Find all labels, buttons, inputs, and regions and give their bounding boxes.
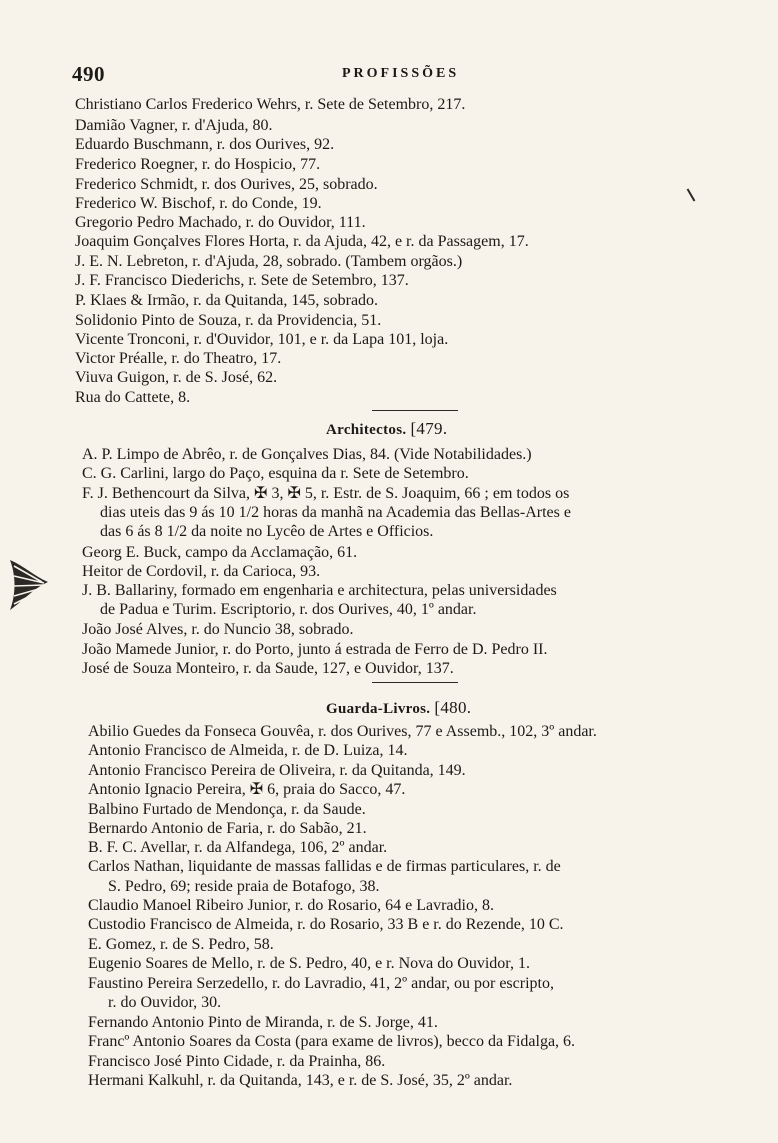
- list-item: Abilio Guedes da Fonseca Gouvêa, r. dos Ourives, 77 e Assemb., 102, 3º andar.: [88, 723, 597, 740]
- list-item: de Padua e Turim. Escriptorio, r. dos Ourives, 40, 1º andar.: [100, 601, 477, 618]
- list-item: A. P. Limpo de Abrêo, r. de Gonçalves Dias, 84. (Vide Notabilidades.): [82, 446, 532, 463]
- list-item: Heitor de Cordovil, r. da Carioca, 93.: [82, 563, 321, 580]
- list-item: Frederico W. Bischof, r. do Conde, 19.: [75, 195, 322, 212]
- list-item: Custodio Francisco de Almeida, r. do Rosario, 33 B e r. do Rezende, 10 C.: [88, 916, 564, 933]
- list-item: Victor Préalle, r. do Theatro, 17.: [75, 350, 282, 367]
- section-heading: [326, 419, 447, 439]
- list-item: Vicente Tronconi, r. d'Ouvidor, 101, e r. da Lapa 101, loja.: [75, 331, 449, 348]
- list-item: S. Pedro, 69; reside praia de Botafogo, 38.: [108, 878, 380, 895]
- section-title: Architectos.: [326, 422, 407, 438]
- list-item: Faustino Pereira Serzedello, r. do Lavradio, 41, 2º andar, ou por escripto,: [88, 975, 554, 992]
- list-item: Bernardo Antonio de Faria, r. do Sabão, 21.: [88, 820, 367, 837]
- list-item: Frederico Schmidt, r. dos Ourives, 25, sobrado.: [75, 176, 378, 193]
- list-item: r. do Ouvidor, 30.: [108, 994, 222, 1011]
- section-number: [479.: [410, 419, 448, 438]
- list-item: das 6 ás 8 1/2 da noite no Lycêo de Artes e Officios.: [100, 523, 434, 540]
- list-item: Antonio Francisco de Almeida, r. de D. Luiza, 14.: [88, 742, 408, 759]
- list-item: Fernando Antonio Pinto de Miranda, r. de S. Jorge, 41.: [88, 1014, 438, 1031]
- section-rule: [372, 682, 458, 683]
- list-item: Carlos Nathan, liquidante de massas fallidas e de firmas particulares, r. de: [88, 858, 561, 875]
- page-header: [72, 62, 722, 88]
- list-item: Joaquim Gonçalves Flores Horta, r. da Ajuda, 42, e r. da Passagem, 17.: [75, 233, 529, 250]
- section-number: [480.: [434, 698, 472, 717]
- section-rule: [372, 410, 458, 411]
- list-item: Antonio Francisco Pereira de Oliveira, r. da Quitanda, 149.: [88, 762, 466, 779]
- list-item: Rua do Cattete, 8.: [75, 389, 191, 406]
- list-item: Gregorio Pedro Machado, r. do Ouvidor, 111.: [75, 214, 366, 231]
- list-item: Viuva Guigon, r. de S. José, 62.: [75, 369, 278, 386]
- list-item: F. J. Bethencourt da Silva, ✠ 3, ✠ 5, r. Estr. de S. Joaquim, 66 ; em todos os: [82, 485, 570, 502]
- list-item: Hermani Kalkuhl, r. da Quitanda, 143, e r. de S. José, 35, 2º andar.: [88, 1072, 513, 1089]
- list-item: Georg E. Buck, campo da Acclamação, 61.: [82, 544, 358, 561]
- margin-ornament-icon: [4, 552, 54, 623]
- list-item: J. F. Francisco Diederichs, r. Sete de Setembro, 137.: [75, 272, 409, 289]
- list-item: Eduardo Buschmann, r. dos Ourives, 92.: [75, 136, 335, 153]
- list-item: Francº Antonio Soares da Costa (para exame de livros), becco da Fidalga, 6.: [88, 1033, 576, 1050]
- list-item: Solidonio Pinto de Souza, r. da Providencia, 51.: [75, 312, 382, 329]
- page-number: 490: [72, 62, 105, 86]
- list-item: E. Gomez, r. de S. Pedro, 58.: [88, 936, 274, 953]
- page-title: PROFISSÕES: [342, 66, 460, 81]
- list-item: J. E. N. Lebreton, r. d'Ajuda, 28, sobrado. (Tambem orgãos.): [75, 253, 463, 270]
- section-title: Guarda-Livros.: [326, 701, 431, 717]
- list-item: Frederico Roegner, r. do Hospicio, 77.: [75, 156, 321, 173]
- list-item: Damião Vagner, r. d'Ajuda, 80.: [75, 117, 273, 134]
- list-item: Eugenio Soares de Mello, r. de S. Pedro, 40, e r. Nova do Ouvidor, 1.: [88, 955, 530, 972]
- list-item: João José Alves, r. do Nuncio 38, sobrado.: [82, 621, 354, 638]
- section-heading: [326, 698, 471, 718]
- list-item: Balbino Furtado de Mendonça, r. da Saude.: [88, 801, 366, 818]
- list-item: P. Klaes & Irmão, r. da Quitanda, 145, sobrado.: [75, 292, 379, 309]
- list-item: dias uteis das 9 ás 10 1/2 horas da manhã na Academia das Bellas-Artes e: [100, 504, 571, 521]
- list-item: Claudio Manoel Ribeiro Junior, r. do Rosario, 64 e Lavradio, 8.: [88, 897, 494, 914]
- list-item: C. G. Carlini, largo do Paço, esquina da r. Sete de Setembro.: [82, 465, 469, 482]
- ink-mark: [687, 188, 696, 201]
- list-item: Christiano Carlos Frederico Wehrs, r. Sete de Setembro, 217.: [75, 96, 466, 113]
- list-item: José de Souza Monteiro, r. da Saude, 127, e Ouvidor, 137.: [82, 660, 454, 677]
- list-item: Francisco José Pinto Cidade, r. da Prainha, 86.: [88, 1053, 386, 1070]
- list-item: B. F. C. Avellar, r. da Alfandega, 106, 2º andar.: [88, 839, 388, 856]
- list-item: Antonio Ignacio Pereira, ✠ 6, praia do Sacco, 47.: [88, 781, 406, 798]
- list-item: João Mamede Junior, r. do Porto, junto á estrada de Ferro de D. Pedro II.: [82, 641, 548, 658]
- list-item: J. B. Ballariny, formado em engenharia e architectura, pelas universidades: [82, 582, 557, 599]
